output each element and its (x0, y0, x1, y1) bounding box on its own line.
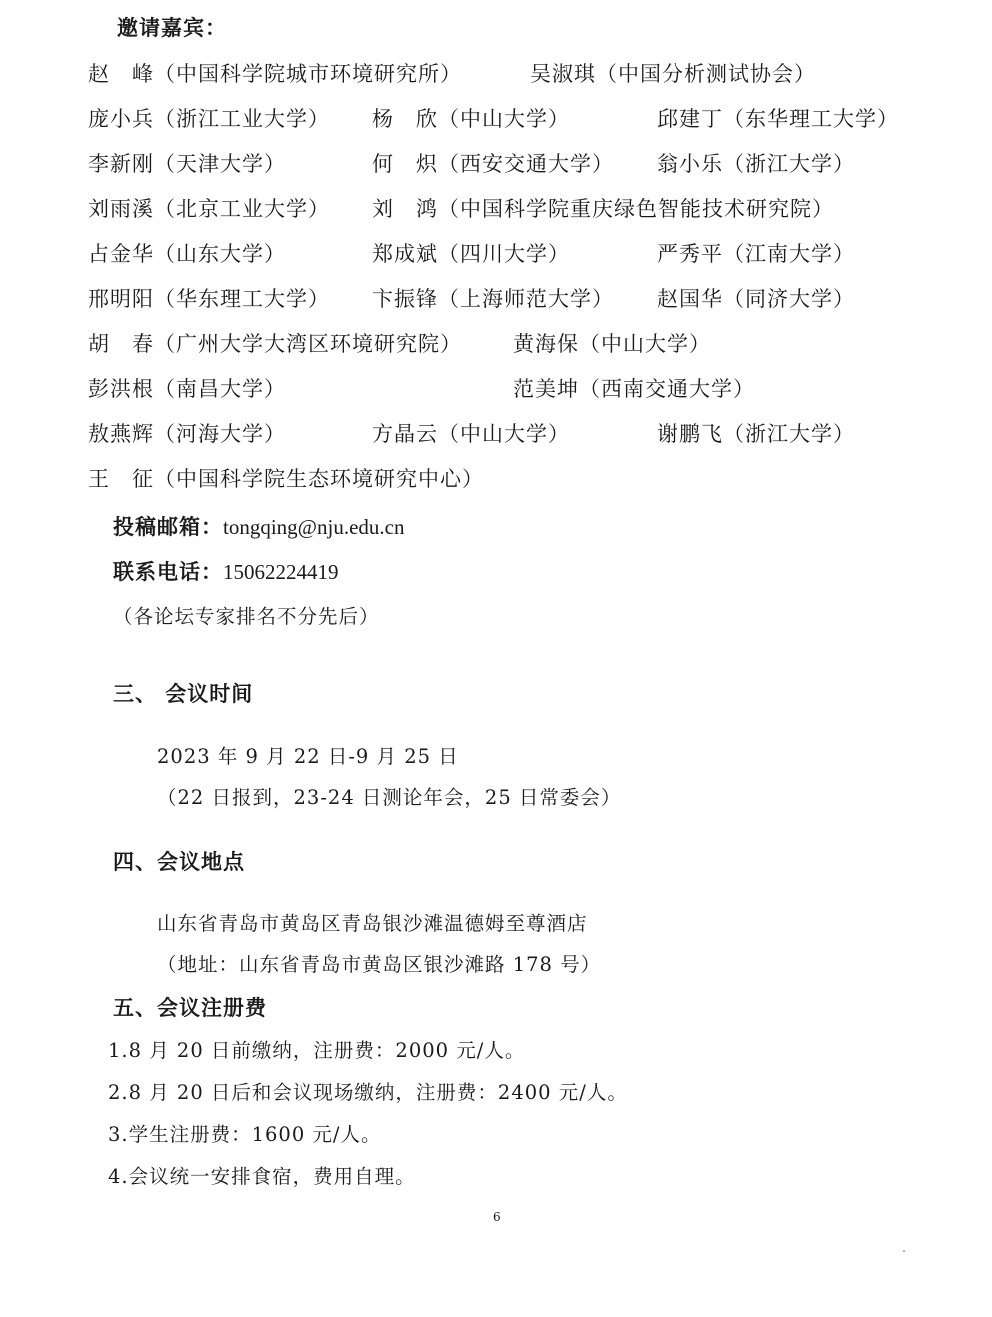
guest-item: 赵国华（同济大学） (657, 287, 855, 311)
fee-item: 1.8 月 20 日前缴纳，注册费：2000 元/人。 (108, 1039, 526, 1062)
guest-item: 吴淑琪（中国分析测试协会） (530, 62, 816, 86)
contact-label: 联系电话： (113, 559, 223, 584)
guest-item: 邱建丁（东华理工大学） (657, 107, 899, 131)
guest-item: 彭洪根（南昌大学） (88, 377, 286, 401)
contact-phone: 15062224419 (223, 560, 339, 584)
fee-item: 2.8 月 20 日后和会议现场缴纳，注册费：2400 元/人。 (108, 1081, 628, 1104)
section-3-title: 三、 会议时间 (113, 681, 254, 706)
guest-item: 方晶云（中山大学） (372, 422, 570, 446)
guest-item: 占金华（山东大学） (88, 242, 286, 266)
meeting-schedule: （22 日报到，23-24 日测论年会，25 日常委会） (157, 786, 622, 809)
section-4-title: 四、会议地点 (113, 849, 245, 874)
guest-item: 翁小乐（浙江大学） (657, 152, 855, 176)
guest-item: 谢鹏飞（浙江大学） (657, 422, 855, 446)
guest-item: 何 炽（西安交通大学） (372, 152, 614, 176)
venue-address: （地址：山东省青岛市黄岛区银沙滩路 178 号） (157, 953, 602, 976)
submission-email[interactable]: tongqing@nju.edu.cn (223, 515, 405, 539)
venue-name: 山东省青岛市黄岛区青岛银沙滩温德姆至尊酒店 (157, 912, 588, 935)
submission-row (113, 516, 404, 538)
guest-item: 刘雨溪（北京工业大学） (88, 197, 330, 221)
guest-item: 邢明阳（华东理工大学） (88, 287, 330, 311)
page-number: 6 (493, 1210, 501, 1224)
fee-item: 3.学生注册费：1600 元/人。 (108, 1123, 382, 1146)
guest-item: 范美坤（西南交通大学） (513, 377, 755, 401)
contact-row (113, 561, 339, 583)
fee-item: 4.会议统一安排食宿，费用自理。 (108, 1165, 416, 1188)
guest-item: 庞小兵（浙江工业大学） (88, 107, 330, 131)
guest-item: 黄海保（中山大学） (513, 332, 711, 356)
guest-item: 卞振锋（上海师范大学） (372, 287, 614, 311)
ranking-note: （各论坛专家排名不分先后） (113, 605, 380, 628)
guest-item: 赵 峰（中国科学院城市环境研究所） (88, 62, 462, 86)
guest-item: 严秀平（江南大学） (657, 242, 855, 266)
guest-item: 郑成斌（四川大学） (372, 242, 570, 266)
submission-label: 投稿邮箱： (113, 514, 223, 539)
guest-item: 胡 春（广州大学大湾区环境研究院） (88, 332, 462, 356)
guest-item: 刘 鸿（中国科学院重庆绿色智能技术研究院） (372, 197, 834, 221)
guest-item: 王 征（中国科学院生态环境研究中心） (88, 467, 484, 491)
meeting-date: 2023 年 9 月 22 日-9 月 25 日 (157, 745, 459, 768)
scan-speck (903, 1250, 905, 1252)
section-5-title: 五、会议注册费 (113, 995, 267, 1020)
guest-item: 李新刚（天津大学） (88, 152, 286, 176)
guest-item: 杨 欣（中山大学） (372, 107, 570, 131)
guests-heading: 邀请嘉宾： (117, 15, 227, 40)
guest-item: 敖燕辉（河海大学） (88, 422, 286, 446)
